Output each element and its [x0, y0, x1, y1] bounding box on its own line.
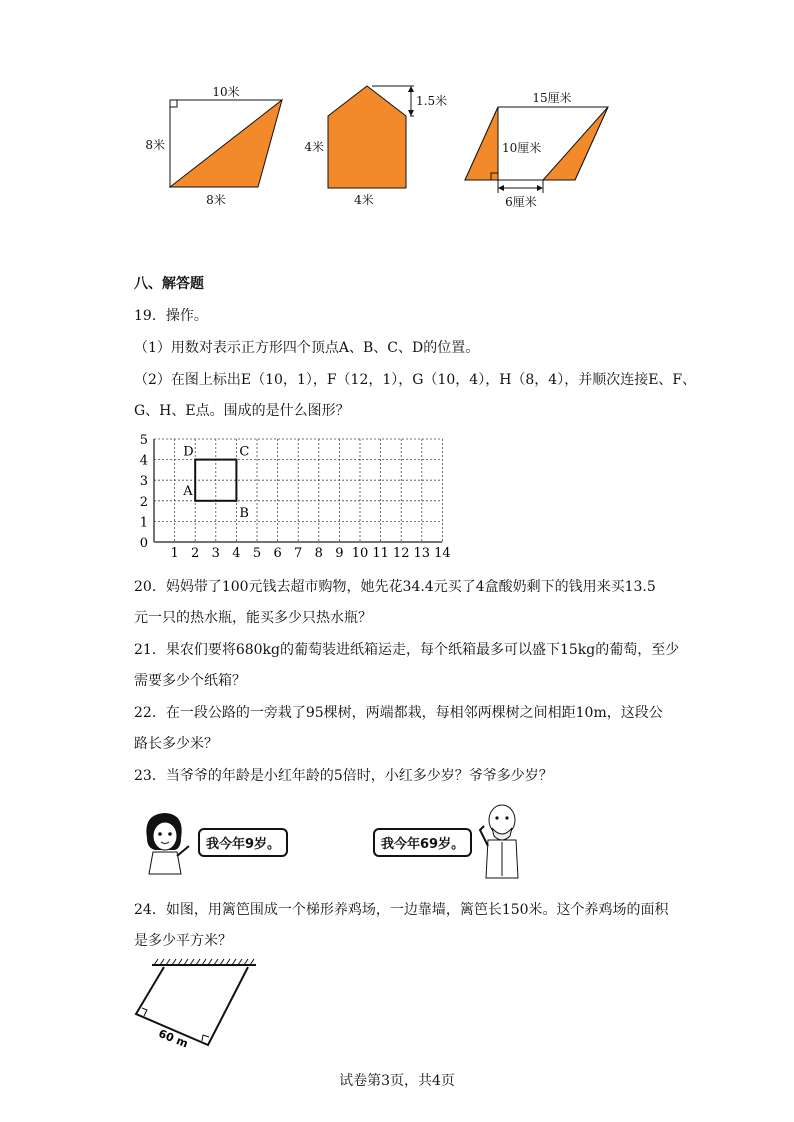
- q20-line2: 元一只的热水瓶，能买多少只热水瓶？: [134, 610, 372, 626]
- section-title: 八、解答题: [134, 276, 204, 292]
- x-tick-label: 1: [170, 546, 179, 561]
- fig2-left-label: 4米: [304, 140, 324, 154]
- point-label-a: A: [183, 483, 193, 499]
- fig1-left-label: 8米: [145, 138, 165, 152]
- x-tick-label: 14: [434, 546, 451, 561]
- fig3-top-label: 15厘米: [532, 91, 572, 105]
- girl-illustration: [135, 808, 195, 878]
- point-label-d: D: [183, 444, 194, 460]
- x-tick-label: 2: [191, 546, 200, 561]
- y-tick-label: 1: [139, 515, 148, 531]
- figure-parallelogram: [455, 80, 625, 215]
- x-tick-label: 6: [273, 546, 282, 561]
- fig1-top-label: 10米: [212, 85, 240, 99]
- q24-line2: 是多少平方米？: [134, 933, 232, 949]
- q22-line2: 路长多少米？: [134, 736, 218, 752]
- x-tick-label: 13: [413, 546, 431, 561]
- x-tick-label: 8: [314, 546, 323, 561]
- x-tick-label: 4: [232, 546, 241, 561]
- x-tick-label: 5: [252, 546, 262, 561]
- y-tick-label: 2: [139, 494, 148, 510]
- y-tick-label: 4: [139, 453, 148, 469]
- q19-part1: （1）用数对表示正方形四个顶点A、B、C、D的位置。: [134, 340, 480, 356]
- q19-part2-line1: （2）在图上标出E（10，1），F（12，1），G（10，4），H（8，4），并顺次连接E、F、: [134, 372, 697, 388]
- figure-triangle: [140, 80, 300, 210]
- page-footer: 试卷第3页，共4页: [339, 1073, 455, 1089]
- q21-line1: 21．果农们要将680kg的葡萄装进纸箱运走，每个纸箱最多可以盛下15kg的葡萄，至少: [134, 642, 680, 658]
- x-tick-label: 11: [372, 546, 389, 561]
- grandpa-illustration: [470, 800, 530, 880]
- point-label-c: C: [239, 444, 250, 460]
- x-tick-label: 7: [294, 546, 303, 561]
- fig3-bottom-label: 6厘米: [505, 195, 537, 209]
- q23-line1: 23．当爷爷的年龄是小红年龄的5倍时，小红多少岁？爷爷多少岁？: [134, 768, 553, 784]
- fig2-bottom-label: 4米: [354, 193, 374, 207]
- q19-part2-line2: G、H、E点。围成的是什么图形？: [134, 403, 350, 419]
- trapezoid-label: 60 m: [156, 1026, 190, 1051]
- y-tick-label: 5: [139, 433, 148, 448]
- coordinate-grid: [130, 428, 460, 563]
- grandpa-speech-bubble: 我今年69岁。: [373, 828, 472, 857]
- fig3-height-label: 10厘米: [502, 141, 542, 155]
- point-label-b: B: [239, 505, 249, 521]
- x-tick-label: 9: [335, 546, 344, 561]
- q21-line2: 需要多少个纸箱？: [134, 673, 246, 689]
- x-tick-label: 12: [392, 546, 410, 561]
- q22-line1: 22．在一段公路的一旁栽了95棵树，两端都栽，每相邻两棵树之间相距10m，这段公: [134, 705, 663, 721]
- girl-speech-bubble: 我今年9岁。: [198, 828, 288, 857]
- trapezoid-figure: [130, 955, 270, 1055]
- fig2-right-label: 1.5米: [416, 94, 448, 108]
- fig1-bottom-label: 8米: [206, 193, 226, 207]
- y-tick-label: 0: [139, 536, 148, 551]
- y-tick-label: 3: [139, 474, 148, 490]
- figure-pentagon: [300, 78, 460, 208]
- q19-title: 19．操作。: [134, 308, 208, 324]
- x-tick-label: 3: [211, 546, 220, 561]
- q24-line1: 24．如图，用篱笆围成一个梯形养鸡场，一边靠墙，篱笆长150米。这个养鸡场的面积: [134, 902, 669, 918]
- x-tick-label: 10: [351, 546, 369, 561]
- q20-line1: 20．妈妈带了100元钱去超市购物，她先花34.4元买了4盒酸奶剩下的钱用来买13.5: [134, 579, 656, 595]
